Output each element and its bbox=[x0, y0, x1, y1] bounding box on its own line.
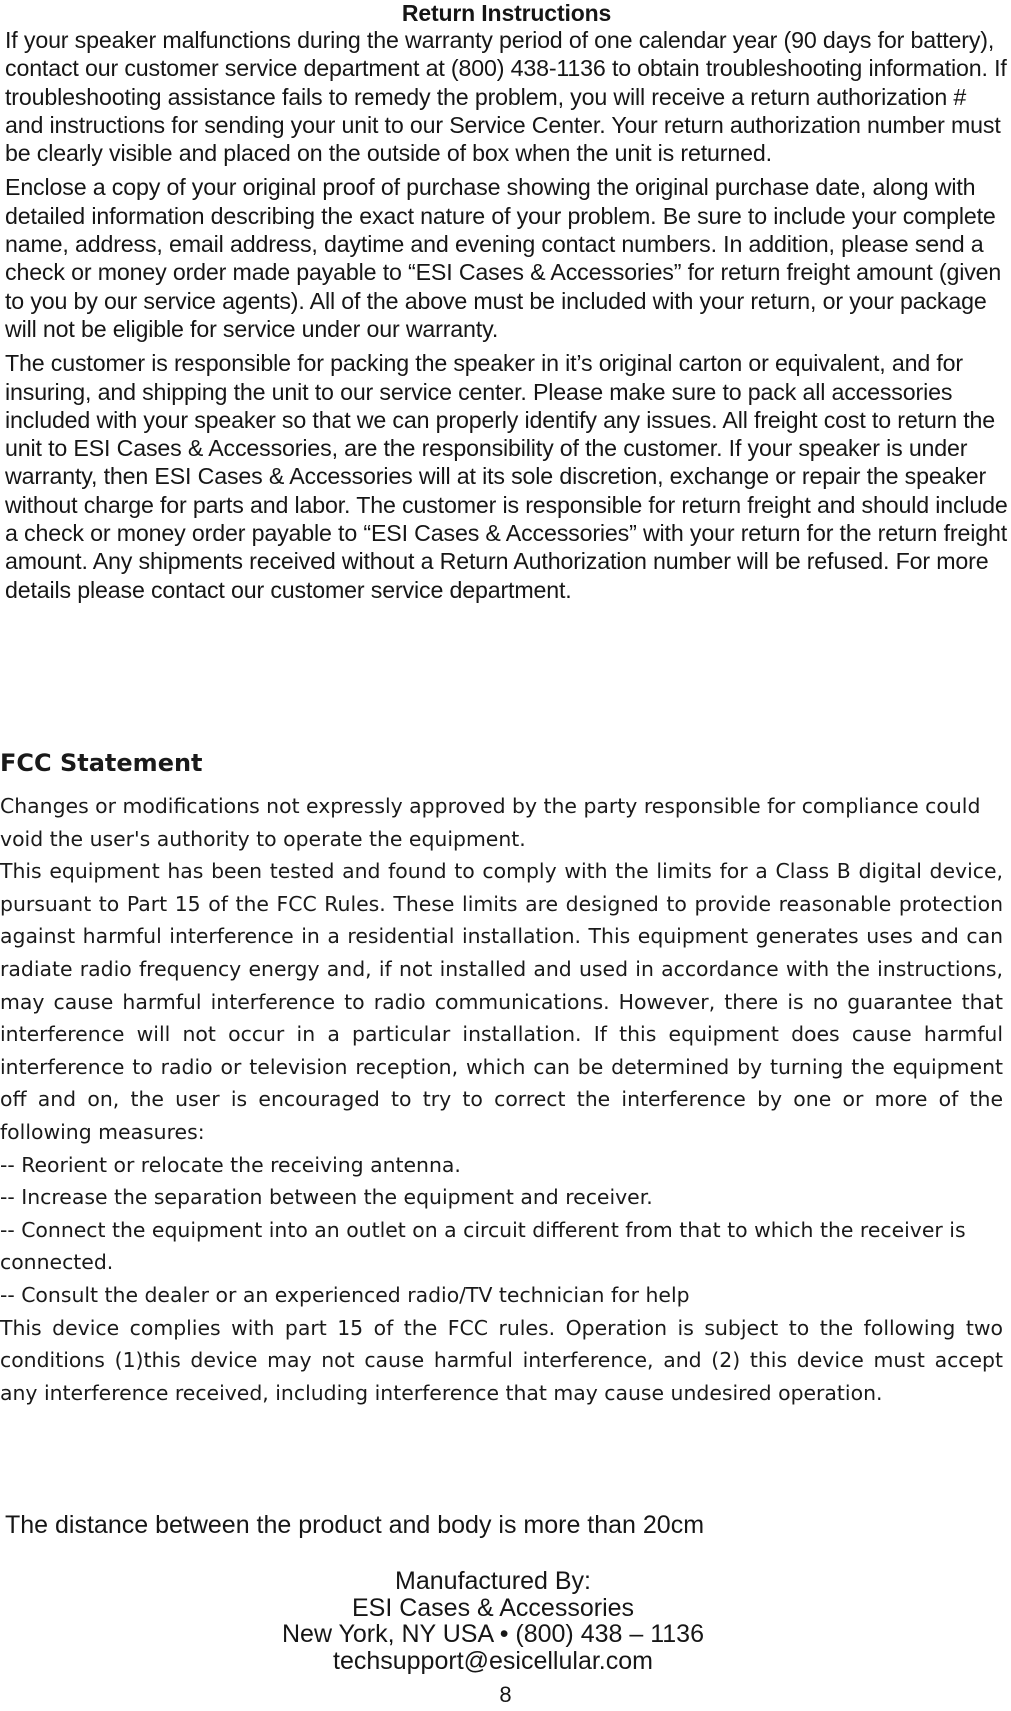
fcc-measure-4: -- Consult the dealer or an experienced radio/TV technician for help bbox=[0, 1282, 690, 1307]
fcc-statement-section bbox=[0, 748, 1003, 1409]
manufacturer-email: techsupport@esicellular.com bbox=[333, 1646, 653, 1675]
return-instructions-title: Return Instructions bbox=[401, 0, 612, 26]
return-paragraph-2: Enclose a copy of your original proof of purchase showing the original purchase date, along with detailed information describing the exact nature of your problem. Be sure to include your complete name, address, email address, daytime and evening contact numbers. In addition, please send a check or money order made payable to “ESI Cases & Accessories” for return freight amount (given to you by our service agents). All of the above must be included with your return, or your package will not be eligible for service under our warranty. bbox=[5, 174, 1002, 342]
return-paragraph-3: The customer is responsible for packing the speaker in it’s original carton or equivalent, and for insuring, and shipping the unit to our service center. Please make sure to pack all accessories included with your speaker so that we can properly identify any issues. All freight cost to return the unit to ESI Cases & Accessories, are the responsibility of the customer. If your speaker is under warranty, then ESI Cases & Accessories will at its sole discretion, exchange or repair the speaker without charge for parts and labor. The customer is responsible for return freight and should include a check or money order payable to “ESI Cases & Accessories” with your return for the return freight amount. Any shipments received without a Return Authorization number will be refused. For more details please contact our customer service department. bbox=[5, 350, 1008, 603]
fcc-paragraph-1: Changes or modifications not expressly approved by the party responsible for compliance could void the user's authority to operate the equipment. bbox=[0, 794, 981, 851]
manufacturer-block bbox=[0, 1568, 986, 1674]
fcc-paragraph-3: This device complies with part 15 of the FCC rules. Operation is subject to the following two conditions (1)this device may not cause harmful interference, and (2) this device must accept any interference received, including interference that may cause undesired operation. bbox=[0, 1315, 1003, 1405]
page-number: 8 bbox=[499, 1682, 512, 1707]
manufacturer-heading: Manufactured By: bbox=[395, 1567, 591, 1595]
manufacturer-location-phone: New York, NY USA • (800) 438 – 1136 bbox=[282, 1620, 704, 1648]
manufacturer-company: ESI Cases & Accessories bbox=[351, 1593, 635, 1622]
fcc-statement-title: FCC Statement bbox=[0, 749, 203, 777]
fcc-measure-1: -- Reorient or relocate the receiving antenna. bbox=[0, 1152, 461, 1177]
rf-distance-note: The distance between the product and body is more than 20cm bbox=[5, 1511, 705, 1539]
return-paragraph-1: If your speaker malfunctions during the warranty period of one calendar year (90 days for battery), contact our customer service department at (800) 438-1136 to obtain troubleshooting information. If troubleshooting assistance fails to remedy the problem, you will receive a return authorization # and instructions for sending your unit to our Service Center. Your return authorization number must be clearly visible and placed on the outside of box when the unit is returned. bbox=[5, 27, 1007, 167]
fcc-measure-2: -- Increase the separation between the equipment and receiver. bbox=[0, 1185, 653, 1210]
return-instructions-section bbox=[5, 0, 1008, 610]
fcc-measure-3: -- Connect the equipment into an outlet on a circuit different from that to which the receiver is connected. bbox=[0, 1217, 966, 1275]
fcc-paragraph-2: This equipment has been tested and found to comply with the limits for a Class B digital device, pursuant to Part 15 of the FCC Rules. These limits are designed to provide reasonable protection against harmful interference in a residential installation. This equipment generates uses and can radiate radio frequency energy and, if not installed and used in accordance with the instructions, may cause harmful interference to radio communications. However, there is no guarantee that interference will not occur in a particular installation. If this equipment does cause harmful interference to radio or television reception, which can be determined by turning the equipment off and on, the user is encouraged to try to correct the interference by one or more of the following measures: bbox=[0, 859, 1003, 1144]
